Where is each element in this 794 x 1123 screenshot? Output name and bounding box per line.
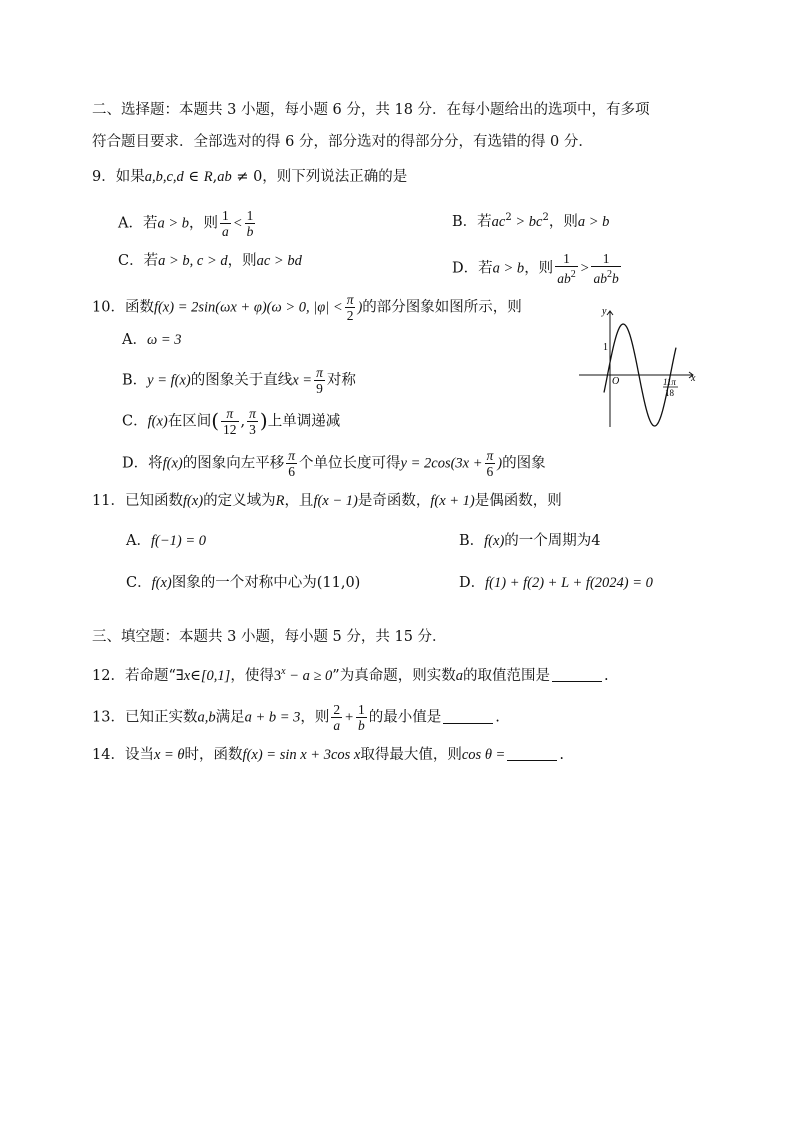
stem-text: ”为真命题，则实数 [332, 668, 456, 684]
numerator: 1 [222, 208, 229, 223]
math-var: a [455, 668, 463, 684]
x-tick-denominator: 18 [665, 388, 674, 398]
denominator: b [357, 718, 365, 733]
fraction [220, 208, 231, 239]
stem-text: 设当 [124, 747, 154, 763]
numerator: π [221, 406, 239, 422]
denominator: 6 [486, 464, 494, 479]
math-function: f(x + 1) [430, 493, 475, 509]
stem-text: 取得最大值，则 [360, 747, 462, 763]
option-label: B． [122, 372, 148, 389]
exponent: 2 [505, 212, 512, 223]
numerator: π [486, 448, 494, 463]
math-function: f(x) = sin x + 3cos x [242, 747, 361, 763]
stem-text: 是偶函数，则 [474, 493, 562, 509]
fraction [221, 406, 239, 437]
numerator: 2 [333, 702, 341, 717]
math-conclusion: ac > bd [256, 253, 302, 269]
option-text: ，则 [548, 214, 578, 230]
math-function: f(x) [182, 493, 204, 509]
option-text: ，则 [189, 215, 219, 232]
math-expression: = 2sin(ωx + φ)(ω > 0, |φ| < [174, 299, 343, 316]
denominator [591, 267, 620, 286]
math-condition: a > b, c > d [158, 253, 228, 269]
numerator: π [346, 292, 354, 307]
option-label: C． [126, 575, 152, 591]
math-term: bc [528, 214, 543, 230]
relation: > [511, 214, 529, 230]
question-11-option-b [459, 531, 601, 551]
numerator: 1 [246, 208, 254, 223]
math-expression: f(−1) = 0 [150, 533, 206, 549]
denominator: a [222, 224, 229, 239]
math-term: ac [491, 214, 506, 230]
stem-text: . [559, 747, 564, 763]
math-conclusion: a > b [577, 214, 610, 230]
numerator: 1 [357, 702, 365, 717]
stem-text: ，则 [300, 709, 330, 726]
option-label: C．若 [118, 253, 159, 269]
question-number: 11． [92, 493, 125, 509]
fraction [247, 406, 258, 437]
math-vars: a,b,c,d [144, 169, 184, 185]
math-condition: a > b [157, 215, 190, 232]
comma: , [240, 413, 246, 430]
option-text: 上单调递减 [267, 413, 341, 430]
option-text: 图象的一个对称中心为 [171, 575, 317, 591]
stem-text: ∈ [183, 169, 204, 185]
question-10-option-b [122, 365, 356, 396]
denominator: 9 [316, 381, 323, 396]
exponent: 2 [542, 212, 549, 223]
option-text: 对称 [326, 372, 356, 389]
relation: < [232, 215, 243, 232]
question-10-option-c [122, 406, 340, 437]
option-label: B． [459, 533, 485, 549]
option-text: ，则 [524, 260, 554, 277]
answer-blank[interactable] [507, 746, 557, 761]
option-label: D．将 [122, 455, 163, 472]
question-10-option-d [122, 448, 546, 479]
math-function: f(x) [147, 413, 168, 430]
option-text: 的一个周期为 [504, 533, 592, 549]
option-text: 的图象关于直线 [190, 372, 293, 389]
denominator: 3 [249, 422, 256, 437]
stem-text: 的部分图象如图所示，则 [362, 299, 522, 316]
option-label: A．若 [118, 215, 158, 232]
denominator: 12 [223, 422, 237, 437]
question-12 [92, 662, 609, 686]
question-number: 13． [92, 709, 125, 726]
fraction [245, 208, 256, 239]
stem-text: 满足 [215, 709, 245, 726]
option-label: A． [126, 533, 151, 549]
fraction [345, 292, 356, 323]
stem-text: 的取值范围是 [462, 668, 550, 684]
exponent: x [281, 666, 286, 677]
stem-text: 已知正实数 [124, 709, 198, 726]
fraction [591, 251, 620, 286]
math-base: 3 [273, 668, 282, 684]
option-text: 的图象向左平移 [182, 455, 285, 472]
paren: ) [259, 408, 268, 433]
exponent: 2 [606, 269, 612, 280]
question-number: 9． [92, 169, 116, 185]
denominator [555, 267, 578, 286]
math-function: f(x) [151, 575, 172, 591]
denominator-base: ab [593, 271, 607, 286]
stem-text: ，使得 [230, 668, 274, 684]
math-set: R [203, 169, 213, 185]
answer-blank[interactable] [443, 709, 493, 724]
math-vars: a,b [197, 709, 216, 726]
math-value: 4 [591, 533, 601, 549]
math-expression: ) [357, 299, 363, 316]
paren: ( [211, 408, 220, 433]
math-set: R [275, 493, 285, 509]
option-label: C． [122, 413, 148, 430]
math-product: ab [217, 169, 232, 185]
question-number: 12． [92, 668, 125, 684]
math-expression: f(1) + f(2) + L + f(2024) = 0 [485, 575, 653, 591]
denominator: 6 [288, 464, 296, 479]
math-function: f(x − 1) [313, 493, 358, 509]
numerator: π [249, 406, 256, 421]
math-function: f(x) [162, 455, 183, 472]
y-axis-label: y [602, 306, 607, 317]
sine-graph [575, 305, 700, 430]
question-9-option-d [452, 251, 623, 286]
question-11-option-a [126, 531, 206, 551]
question-11-option-c [126, 573, 360, 593]
fraction [356, 702, 367, 733]
option-text: ，则 [227, 253, 257, 269]
denominator: a [333, 718, 341, 733]
fraction [485, 448, 496, 479]
math-condition: x = θ [153, 747, 185, 763]
option-label: A． [122, 332, 147, 348]
section2-header-line2: 符合题目要求．全部选对的得 6 分，部分选对的得部分分，有选错的得 0 分． [92, 134, 593, 150]
math-condition: a > b [492, 260, 525, 277]
x-tick-numerator: 11π [663, 377, 676, 387]
math-expression: ω = 3 [146, 332, 182, 348]
question-13 [92, 702, 500, 733]
question-11-option-d [459, 573, 653, 593]
fraction [314, 365, 325, 396]
answer-blank[interactable] [552, 667, 602, 682]
stem-text: 时，函数 [184, 747, 243, 763]
origin-label: O [612, 376, 620, 387]
question-9-option-c [118, 251, 302, 271]
question-14 [92, 745, 564, 765]
math-condition: a + b = 3 [244, 709, 301, 726]
option-text: 在区间 [167, 413, 212, 430]
math-function: f(x) [153, 299, 175, 316]
option-label: D．若 [452, 260, 493, 277]
stem-text: 已知函数 [124, 493, 183, 509]
question-9-option-b [452, 208, 609, 232]
denominator: 2 [346, 308, 354, 323]
option-label: D． [459, 575, 486, 591]
numerator: π [316, 365, 323, 380]
math-expression: ) [497, 455, 503, 472]
math-expression: − a ≥ 0 [285, 668, 333, 684]
math-condition: ∃x∈[0,1] [175, 668, 231, 684]
stem-text: . [495, 709, 500, 726]
y-tick-one: 1 [603, 342, 608, 353]
math-expression: y = 2cos(3x + [400, 455, 483, 472]
numerator: 1 [591, 251, 620, 267]
denominator: b [246, 224, 254, 239]
stem-text: 的定义域为 [203, 493, 276, 509]
math-expression: y = f(x) [147, 372, 191, 389]
stem-text: 如果 [115, 169, 145, 185]
stem-text: . [603, 668, 609, 684]
math-value: (11,0) [316, 575, 361, 591]
x-axis-label: x [691, 373, 696, 384]
relation: > [579, 260, 590, 277]
section2-header-line1: 二、选择题：本题共 3 小题，每小题 6 分，共 18 分．在每小题给出的选项中，有多项 [92, 102, 650, 118]
math-expression: cos θ = [461, 747, 506, 763]
fraction [555, 251, 578, 286]
stem-text: 若命题“ [124, 668, 176, 684]
question-number: 14． [92, 747, 125, 763]
numerator: π [288, 448, 296, 463]
question-11-stem [92, 491, 562, 511]
question-9-option-a [118, 208, 257, 239]
exponent: 2 [570, 269, 576, 280]
operator: + [344, 709, 354, 726]
option-text: 个单位长度可得 [299, 455, 401, 472]
stem-text: 函数 [124, 299, 154, 316]
stem-text: ，且 [284, 493, 314, 509]
fraction [331, 702, 342, 733]
stem-text: , [212, 169, 218, 185]
option-text: 的图象 [502, 455, 546, 472]
question-9-stem [92, 167, 407, 187]
question-10-option-a [122, 330, 182, 350]
question-10-stem [92, 292, 522, 323]
stem-text: 的最小值是 [368, 709, 442, 726]
denominator-base: ab [557, 271, 571, 286]
section3-header: 三、填空题：本题共 3 小题，每小题 5 分，共 15 分． [92, 629, 447, 645]
option-label: B．若 [452, 214, 492, 230]
stem-text: 是奇函数， [357, 493, 431, 509]
math-function: f(x) [484, 533, 505, 549]
denominator-tail: b [611, 271, 619, 286]
math-expression: x = [292, 372, 313, 389]
question-number: 10． [92, 299, 125, 316]
stem-text: ≠ 0，则下列说法正确的是 [231, 169, 408, 185]
fraction [286, 448, 297, 479]
numerator: 1 [555, 251, 578, 267]
